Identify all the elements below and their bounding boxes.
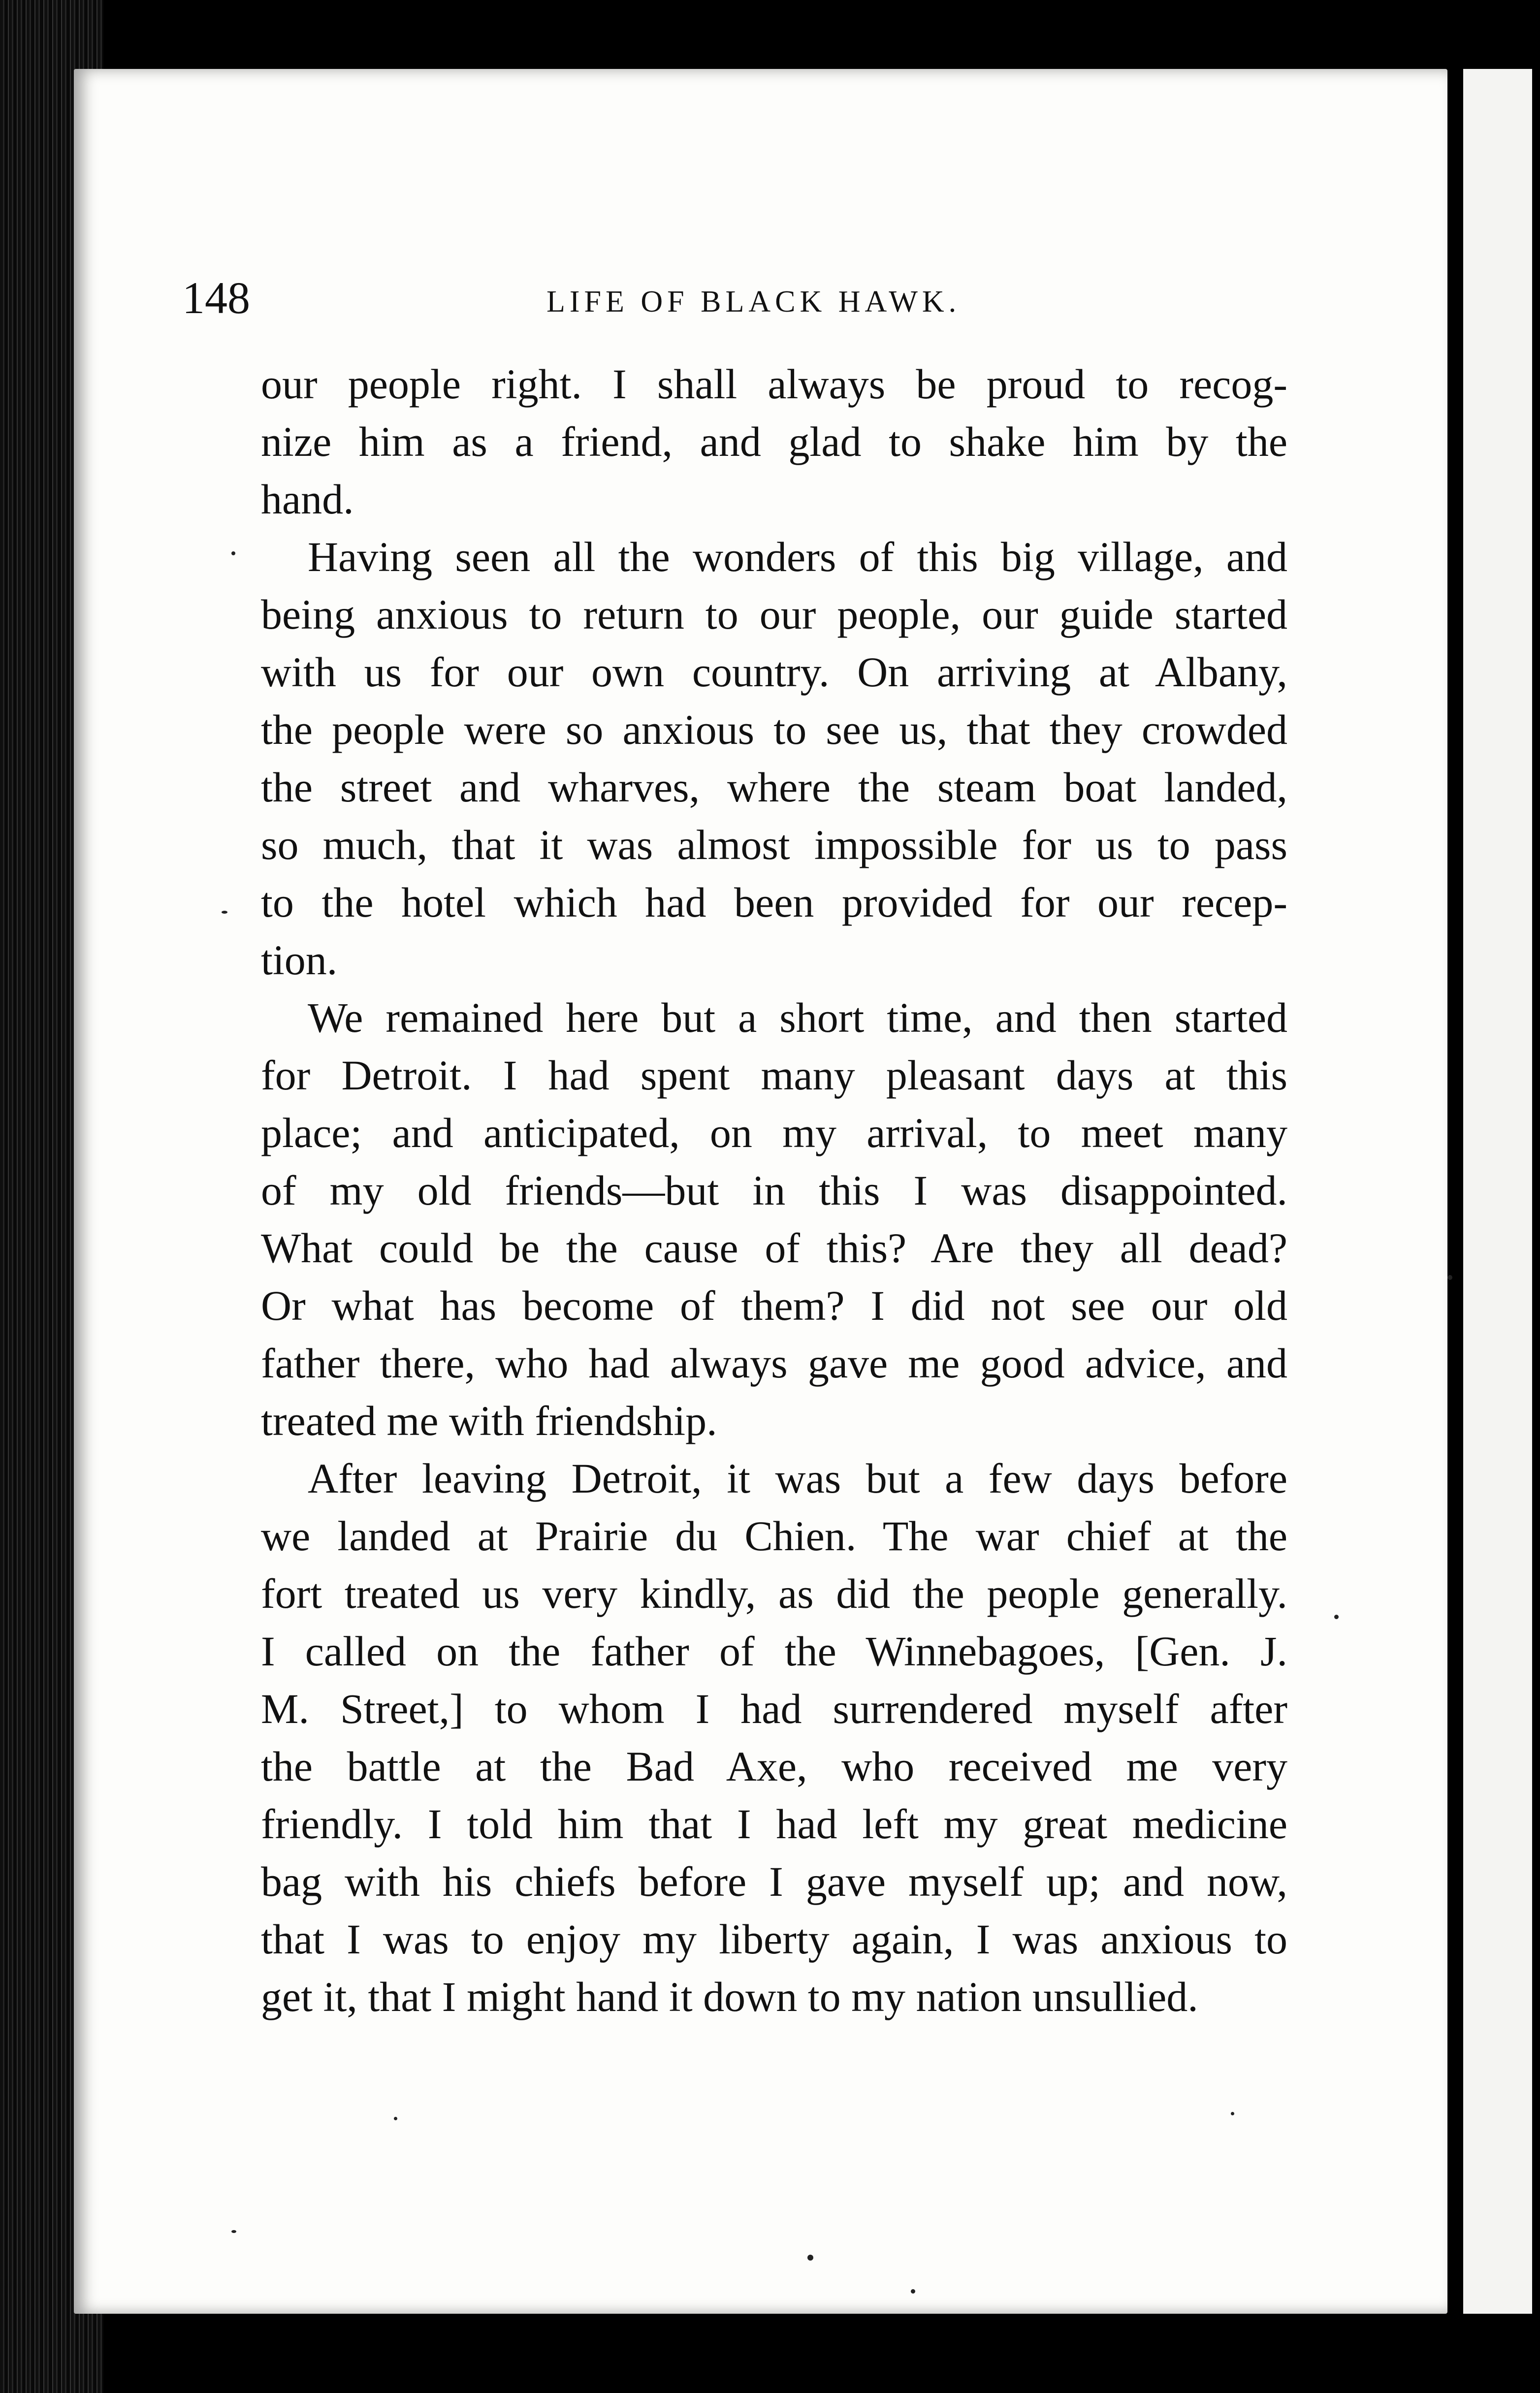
text-line: After leaving Detroit, it was but a few days before bbox=[308, 1455, 1287, 1502]
scan-speck bbox=[231, 551, 235, 555]
text-line: father there, who had always gave me good advice, and bbox=[261, 1340, 1287, 1387]
text-line: tion. bbox=[261, 936, 338, 984]
text-line: the street and wharves, where the steam boat landed, bbox=[261, 764, 1287, 811]
text-line: being anxious to return to our people, our guide started bbox=[261, 591, 1287, 638]
text-line: bag with his chiefs before I gave myself up; and now, bbox=[261, 1858, 1287, 1905]
text-line: the people were so anxious to see us, that they crowded bbox=[261, 706, 1287, 753]
scan-speck bbox=[394, 2117, 397, 2120]
scan-speck bbox=[1231, 2112, 1234, 2115]
page-number: 148 bbox=[182, 273, 250, 323]
text-line: treated me with friendship. bbox=[261, 1397, 717, 1444]
running-title: LIFE OF BLACK HAWK. bbox=[546, 285, 961, 319]
text-line: for Detroit. I had spent many pleasant days at this bbox=[261, 1052, 1287, 1099]
text-line: fort treated us very kindly, as did the people generally. bbox=[261, 1570, 1287, 1617]
scan-speck bbox=[807, 2255, 813, 2261]
paragraph bbox=[261, 989, 1287, 1450]
text-line: hand. bbox=[261, 476, 354, 523]
text-line: with us for our own country. On arriving at Albany, bbox=[261, 648, 1287, 696]
text-line: I called on the father of the Winnebagoes, [Gen. J. bbox=[261, 1627, 1287, 1675]
paragraph bbox=[261, 528, 1287, 989]
text-line: our people right. I shall always be proud to recog- bbox=[261, 360, 1287, 408]
text-line: We remained here but a short time, and then started bbox=[308, 994, 1287, 1041]
running-head bbox=[182, 261, 1295, 335]
text-line: of my old friends—but in this I was disappointed. bbox=[261, 1167, 1287, 1214]
scan-speck bbox=[911, 2289, 915, 2294]
text-line: What could be the cause of this? Are they all dead? bbox=[261, 1224, 1287, 1272]
text-line: we landed at Prairie du Chien. The war chief at the bbox=[261, 1512, 1287, 1560]
scan-speck bbox=[1447, 1275, 1452, 1280]
text-line: M. Street,] to whom I had surrendered myself after bbox=[261, 1685, 1287, 1732]
text-line: place; and anticipated, on my arrival, to meet many bbox=[261, 1109, 1287, 1156]
text-line: that I was to enjoy my liberty again, I was anxious to bbox=[261, 1915, 1287, 1963]
text-line: nize him as a friend, and glad to shake him by the bbox=[261, 418, 1287, 465]
adjacent-page-edge bbox=[1463, 69, 1532, 2314]
text-line: Or what has become of them? I did not see our old bbox=[261, 1282, 1287, 1329]
text-line: the battle at the Bad Axe, who received me very bbox=[261, 1743, 1287, 1790]
text-line: so much, that it was almost impossible for us to pass bbox=[261, 821, 1287, 868]
scan-speck bbox=[1334, 1615, 1339, 1619]
text-line: friendly. I told him that I had left my great medicine bbox=[261, 1800, 1287, 1848]
paragraph bbox=[261, 1450, 1287, 2026]
text-line: Having seen all the wonders of this big village, and bbox=[308, 533, 1287, 580]
paragraph bbox=[261, 355, 1287, 528]
scan-speck bbox=[231, 2230, 236, 2233]
text-line: get it, that I might hand it down to my nation unsullied. bbox=[261, 1973, 1198, 2020]
scan-speck bbox=[222, 911, 227, 914]
text-line: to the hotel which had been provided for our recep- bbox=[261, 879, 1287, 926]
body-text bbox=[261, 355, 1287, 2026]
